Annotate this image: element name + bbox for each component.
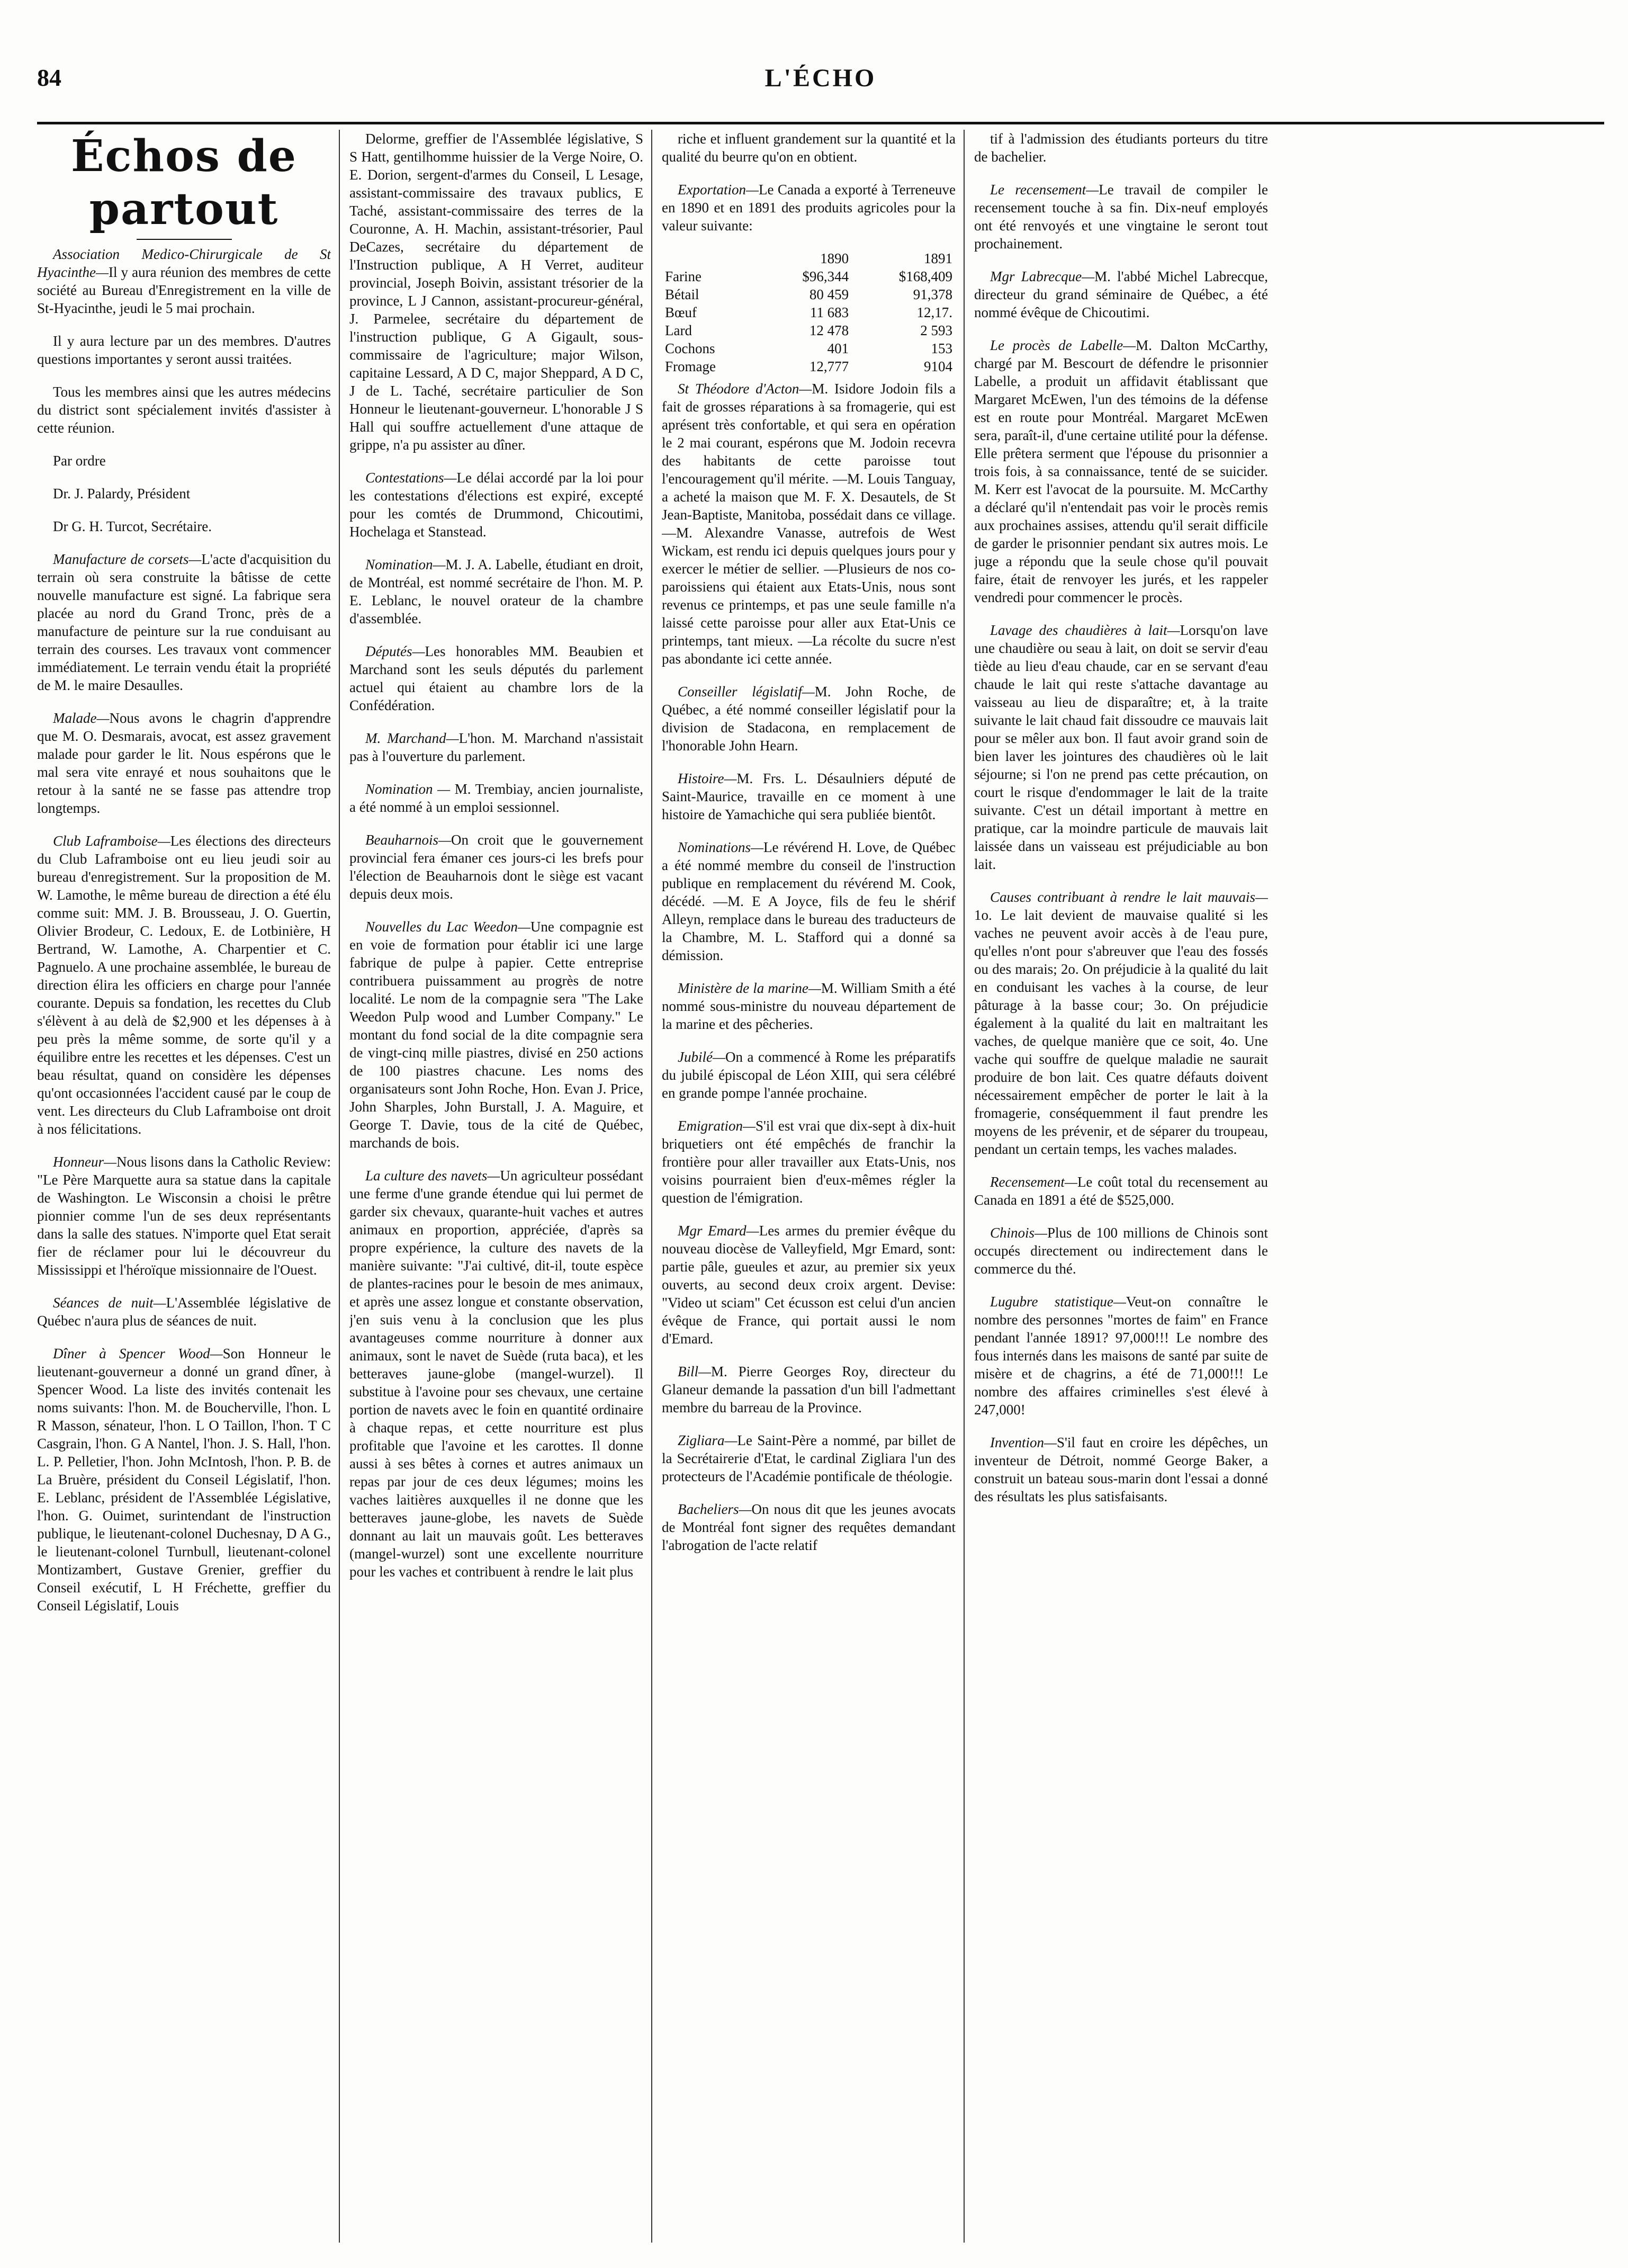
- article-kicker: Ministère de la marine—: [678, 980, 821, 996]
- article-kicker: Histoire—: [678, 770, 737, 786]
- article-item: [37, 832, 331, 1138]
- article-text: Il y aura lecture par un des membres. D'autres questions importantes y seront aussi traitées.: [37, 333, 331, 367]
- article-item: [662, 769, 956, 823]
- article-item: [662, 1362, 956, 1417]
- article-item: [974, 130, 1268, 166]
- article-text: tif à l'admission des étudiants porteurs du titre de bachelier.: [974, 131, 1268, 165]
- article-kicker: Malade—: [53, 710, 110, 726]
- article-text: M. l'abbé Michel Labrecque, directeur du grand séminaire de Québec, a été nommé évêque de Chicoutimi.: [974, 268, 1268, 320]
- article-text: On a commencé à Rome les préparatifs du jubilé épiscopal de Léon XIII, qui sera célébré en grande pompe l'année prochaine.: [662, 1049, 956, 1101]
- product-cell: Fromage: [665, 358, 716, 374]
- article-text: M. Isidore Jodoin fils a fait de grosses réparations à sa fromagerie, qui est aprésent très confortable, et qui sera en opération le 2 mai courant, espérons que M. Jodoin recevra des habitants de cette paroisse tout l'encouragement qu'il mérite. —M. Louis Tanguay, a acheté la maison que M. F. X. Desautels, de St Jean-Baptiste, Manitoba, possédait dans ce village. —M. Alexandre Vanasse, autrefois de West Wickam, est rendu ici depuis quelques jours pour y exercer le métier de sellier. —Plusieurs de nos co-paroissiens qui étaient aux Etats-Unis, nous sont revenus ce printemps, et pas une seule famille n'a laissé cette paroisse pour aller aux Etat-Unis ce printemps, tant mieux. —La récolte du sucre n'est pas abondante ici cette année.: [662, 381, 956, 667]
- article-item: [974, 267, 1268, 321]
- article-kicker: Manufacture de corsets—: [53, 551, 202, 567]
- article-text: M. John Roche, de Québec, a été nommé conseiller législatif pour la division de Stadacona, en remplacement de l'honorable John Hearn.: [662, 684, 956, 754]
- article-item: [37, 1153, 331, 1279]
- article-kicker: Beauharnois—: [365, 832, 451, 848]
- article-text: Nous avons le chagrin d'apprendre que M. O. Desmarais, avocat, est assez gravement malade pour garder le lit. Nous espérons que le mal sera vite enrayé et nous souhaitons que le retour à la santé ne se fasse pas attendre trop longtemps.: [37, 710, 331, 816]
- article-kicker: Dîner à Spencer Wood—: [53, 1346, 223, 1361]
- article-text: 1o. Le lait devient de mauvaise qualité si les vaches ne peuvent avoir accès à de l'eau pure, qu'elles n'ont pour s'abreuver que l'eau des fossés ou des marais; 2o. On préjudicie à la qualité du lait en conduisant les vaches à la course, de leur pâturage à la basse cour; 3o. On préjudicie également à la qualité du lait en maltraitant les vaches, de quelque manière que ce soit, 4o. Une vache qui souffre de quelque maladie ne saurait produire de bon lait. Ces quatre défauts doivent nécessairement empêcher de porter le lait à la fromagerie, conséquemment il faut prendre les moyens de les prévenir, et de séparer du troupeau, pendant un certain temps, les vaches malades.: [974, 907, 1268, 1157]
- article-text: Dr G. H. Turcot, Secrétaire.: [53, 518, 212, 534]
- table-corner: [662, 249, 761, 267]
- article-item: [974, 1433, 1268, 1505]
- article-text: Les honorables MM. Beaubien et Marchand sont les seuls députés du parlement actuel qui étaient au chambre lors de la Confédération.: [349, 643, 643, 713]
- article-kicker: Le recensement—: [990, 182, 1099, 198]
- article-text: Il y aura réunion des membres de cette société au Bureau d'Enregistrement en la ville de St-Hyacinthe, jeudi le 5 mai prochain.: [37, 264, 331, 316]
- column-divider: [339, 130, 340, 2243]
- export-table-row: [662, 357, 956, 375]
- article-text: Plus de 100 millions de Chinois sont occupés directement ou indirectement dans le commerce du thé.: [974, 1225, 1268, 1277]
- article-kicker: Députés—: [365, 643, 425, 659]
- value-1891-cell: 12,17.: [916, 304, 952, 320]
- article-text: M. Dalton McCarthy, chargé par M. Bescourt de défendre le prisonnier Labelle, a produit un affidavit établissant que Margaret McEwen, l'un des témoins de la défense est en route pour Montréal. Margaret McEwen sera, paraît-il, d'une certaine utilité pour la défense. Elle prêtera serment que l'épouse du prisonnier a trois fois, à sa connaissance, tenté de se suicider. M. Kerr est l'avocat de la poursuite. M. McCarthy a déclaré qu'il n'entendait pas voir le procès remis aux prochaines assises, attendu qu'il serait difficile de garder le prisonnier pendant six autres mois. Le juge a répondu que la seule chose qu'il pouvait faire, était de renvoyer les jurés, et les rappeler vendredi pour commencer le procès.: [974, 337, 1268, 605]
- article-kicker: Contestations—: [365, 470, 457, 486]
- value-1890-cell: 401: [827, 340, 849, 356]
- article-item: [37, 709, 331, 817]
- article-text: Dr. J. Palardy, Président: [53, 486, 191, 501]
- article-kicker: Nomination—: [365, 557, 446, 572]
- article-text: Tous les membres ainsi que les autres médecins du district sont spécialement invités d'assister à cette réunion.: [37, 384, 331, 436]
- article-kicker: St Théodore d'Acton—: [678, 381, 812, 397]
- article-text: Son Honneur le lieutenant-gouverneur a donné un grand dîner, à Spencer Wood. La liste des invités contenait les noms suivants: l'hon. M. de Boucherville, l'hon. L R Masson, sénateur, l'hon. L O Taillon, l'hon. T C Casgrain, l'hon. G A Nantel, l'hon. J. S. Hall, l'hon. L. P. Pelletier, l'hon. John McIntosh, l'hon. P. B. de La Bruère, président du Conseil Législatif, l'hon. E. Leblanc, président de l'Assemblée Législative, l'hon. G. Ouimet, surintendant de l'instruction publique, le lieutenant-colonel Duchesnay, D A G., le lieutenant-colonel Turnbull, lieutenant-colonel Montizambert, Gustave Grenier, greffier du Conseil exécutif, L H Fréchette, greffier du Conseil Législatif, Louis: [37, 1346, 331, 1613]
- product-cell: Farine: [665, 268, 701, 284]
- article-text: Le Saint-Père a nommé, par billet de la Secrétairerie d'Etat, le cardinal Zigliara l'un des protecteurs de l'Académie pontificale de théologie.: [662, 1432, 956, 1484]
- article-kicker: Le procès de Labelle—: [990, 337, 1136, 353]
- value-1890-cell: 11 683: [809, 304, 849, 320]
- column-3: [662, 130, 956, 2243]
- export-table-row: [662, 267, 956, 285]
- article-kicker: Nominations—: [678, 839, 764, 855]
- article-text: L'Assemblée législative de Québec n'aura plus de séances de nuit.: [37, 1295, 331, 1329]
- value-1890-cell: 80 459: [809, 286, 849, 302]
- article-item: [349, 729, 643, 765]
- section-heading: Échos de partout: [71, 131, 297, 235]
- article-kicker: Emigration—: [678, 1118, 756, 1134]
- article-text: Le Canada a exporté à Terreneuve en 1890 et en 1891 des produits agricoles pour la valeur suivante:: [662, 182, 956, 234]
- article-text: Les armes du premier évêque du nouveau diocèse de Valleyfield, Mgr Emard, sont: partie pâle, gueules et azur, au premier six yeux ouverts, au second deux croix argent. Devise: "Video ut sciam" Cet écusson est celui d'un ancien évêque de France, qui portait aussi le nom d'Emard.: [662, 1223, 956, 1347]
- article-kicker: La culture des navets—: [365, 1168, 500, 1184]
- article-kicker: Club Laframboise—: [53, 833, 170, 849]
- value-1890-cell: $96,344: [802, 268, 849, 284]
- export-table-row: [662, 321, 956, 339]
- article-kicker: Nomination —: [365, 781, 455, 797]
- article-item: [349, 555, 643, 627]
- article-item: [37, 452, 331, 470]
- article-kicker: M. Marchand—: [365, 730, 459, 746]
- article-text: Le coût total du recensement au Canada en 1891 a été de $525,000.: [974, 1174, 1268, 1208]
- article-text: L'hon. M. Marchand n'assistait pas à l'ouverture du parlement.: [349, 730, 643, 764]
- article-text: riche et influent grandement sur la quantité et la qualité du beurre qu'on en obtient.: [662, 131, 956, 165]
- article-text: Veut-on connaître le nombre des personnes "mortes de faim" en France pendant l'année 1891? 97,000!!! Le nombre des fous internés dans les maisons de santé par suite de misère et de chagrins, a été de 71,000!!! Le nombre des affaires criminelles s'est élevé à 247,000!: [974, 1294, 1268, 1418]
- article-kicker: Jubilé—: [678, 1049, 725, 1065]
- export-table-row: [662, 285, 956, 303]
- article-kicker: Exportation—: [678, 182, 759, 198]
- article-kicker: Mgr Emard—: [678, 1223, 759, 1239]
- year-header: 1891: [924, 250, 952, 266]
- value-1890-cell: 12,777: [809, 358, 849, 374]
- article-item: [37, 517, 331, 535]
- article-text: S'il faut en croire les dépêches, un inventeur de Détroit, nommé George Baker, a construit un bateau sous-marin dont l'essai a donné des résultats les plus satisfaisants.: [974, 1435, 1268, 1504]
- article-item: [349, 130, 643, 454]
- article-text: Une compagnie est en voie de formation pour établir ici une large fabrique de pulpe à papier. Cette entreprise contribuera puissamment au progrès de notre localité. Le nom de la compagnie sera "The Lake Weedon Pulp wood and Lumber Company." Le montant du fond social de la dite compagnie sera de vingt-cinq mille piastres, divisé en 250 actions de 100 piastres chacune. Les noms des organisateurs sont John Roche, Hon. Evan J. Price, John Sharples, John Burstall, J. A. Maguire, et George T. Davie, tous de la cité de Québec, marchands de bois.: [349, 919, 643, 1151]
- page-number: 84: [37, 64, 61, 91]
- value-1891-cell: 9104: [924, 358, 952, 374]
- column-divider: [964, 130, 965, 2243]
- article-item: [349, 469, 643, 541]
- article-text: M. Frs. L. Désaulniers député de Saint-Maurice, travaille en ce moment à une histoire de Yamachiche qui sera publiée bientôt.: [662, 770, 956, 822]
- article-item: [974, 181, 1268, 253]
- article-item: [974, 1293, 1268, 1419]
- article-item: [662, 1431, 956, 1485]
- article-kicker: Nouvelles du Lac Weedon—: [365, 919, 530, 935]
- article-text: Delorme, greffier de l'Assemblée législative, S S Hatt, gentilhomme huissier de la Verge Noire, O. E. Dorion, sergent-d'armes du Conseil, L Lesage, assistant-commissaire des travaux publics, E Taché, assistant-commissaire des terres de la Couronne, A. H. Machin, assistant-trésorier, Paul DeCazes, secrétaire du département de l'Instruction publique, A H Verret, auditeur provincial, Joseph Boivin, assistant trésorier de la province, L J Cannon, assistant-procureur-général, J. Parmelee, secrétaire du département de l'instruction publique, G A Gigault, sous-commissaire de l'agriculture; major Wilson, capitaine Lessard, A D C, major Sheppard, A D C, J de L. Taché, secrétaire particulier de Son Honneur le lieutenant-gouverneur. L'honorable J S Hall qui souffre actuellement d'une attaque de grippe, n'a pu assister au dîner.: [349, 131, 643, 453]
- article-text: L'acte d'acquisition du terrain où sera construite la bâtisse de cette nouvelle manufacture est signé. La fabrique sera placée au nord du Grand Tronc, près de a manufacture de peinture sur la rue conduisant au terrain des courses. Les travaux vont commencer immédiatement. Le terrain vendu était la propriété de M. le maire Desaulles.: [37, 551, 331, 693]
- value-1891-cell: $168,409: [898, 268, 952, 284]
- article-text: S'il est vrai que dix-sept à dix-huit briquetiers ont été empêchés de franchir la frontière pour aller travailler aux Etats-Unis, nos voisins pourraient bien d'eux-mêmes régler la question de l'émigration.: [662, 1118, 956, 1206]
- article-text: M. William Smith a été nommé sous-ministre du nouveau département de la marine et des pêcheries.: [662, 980, 956, 1032]
- article-item: [662, 130, 956, 166]
- product-cell: Lard: [665, 322, 692, 338]
- article-kicker: Séances de nuit—: [53, 1295, 166, 1311]
- article-item: [37, 485, 331, 503]
- article-kicker: Conseiller législatif—: [678, 684, 815, 700]
- article-kicker: Causes contribuant à rendre le lait mauvais—: [990, 889, 1268, 905]
- article-item: [37, 383, 331, 437]
- article-item: [349, 831, 643, 903]
- article-text: M. J. A. Labelle, étudiant en droit, de Montréal, est nommé secrétaire de l'hon. M. P. E. Leblanc, le nouvel orateur de la chambre d'assemblée.: [349, 557, 643, 626]
- product-cell: Bœuf: [665, 304, 697, 320]
- export-table: [662, 249, 956, 375]
- article-item: [974, 1173, 1268, 1209]
- article-item: [349, 1167, 643, 1581]
- article-text: Le révérend H. Love, de Québec a été nommé membre du conseil de l'instruction publique en remplacement du révérend M. Cook, décédé. —M. E A Joyce, fils de feu le shérif Alleyn, remplace dans le bureau des traducteurs de la Chambre, M. L. Stafford qui a donné sa démission.: [662, 839, 956, 963]
- article-item: [662, 380, 956, 668]
- article-item: [662, 181, 956, 235]
- article-kicker: Lugubre statistique—: [990, 1294, 1126, 1310]
- article-kicker: Invention—: [990, 1435, 1057, 1450]
- article-item: [349, 918, 643, 1152]
- export-table-row: [662, 339, 956, 357]
- article-item: [37, 332, 331, 368]
- article-text: Le délai accordé par la loi pour les contestations d'élections est expiré, excepté pour les comtés de Drummond, Chicoutimi, Hochelaga et Stanstead.: [349, 470, 643, 540]
- article-item: [349, 642, 643, 714]
- article-kicker: Lavage des chaudières à lait—: [990, 622, 1180, 638]
- article-kicker: Bacheliers—: [678, 1501, 752, 1517]
- newspaper-title: L'ÉCHO: [764, 64, 877, 92]
- article-text: On croit que le gouvernement provincial fera émaner ces jours-ci les brefs pour l'élection de Beauharnois dont le siège est vacant depuis deux mois.: [349, 832, 643, 902]
- article-kicker: Association Medico-Chirurgicale de St Hyacinthe—: [37, 246, 331, 280]
- article-kicker: Honneur—: [53, 1154, 116, 1170]
- product-cell: Bétail: [665, 286, 699, 302]
- article-item: [662, 683, 956, 755]
- article-text: Lorsqu'on lave une chaudière ou seau à lait, on doit se servir d'eau tiède au lieu d'eau chaude, car en se servant d'eau chaude le lait qui reste s'attache davantage au vaisseau au lieu de disparaître; et, à la traite suivante le lait chaud fait dissoudre ce mauvais lait pour se mêler aux bon. Il faut avoir grand soin de bien laver les jointures des chaudières où le lait séjourne; si l'on ne prend pas cette précaution, on court le risque d'endommager le lait de la traite suivante. C'est un détail important à mettre en pratique, car la moindre particule de mauvais lait laissée dans un vaisseau est préjudiciable au bon lait.: [974, 622, 1268, 872]
- article-item: [662, 1500, 956, 1554]
- value-1891-cell: 153: [931, 340, 952, 356]
- article-kicker: Recensement—: [990, 1174, 1077, 1190]
- heading-underline: [137, 239, 232, 240]
- article-item: [662, 979, 956, 1033]
- article-item: [349, 780, 643, 816]
- year-header: 1890: [820, 250, 849, 266]
- article-kicker: Zigliara—: [678, 1432, 737, 1448]
- header-rule: [37, 122, 1604, 124]
- article-text: Nous lisons dans la Catholic Review: "Le Père Marquette aura sa statue dans la capitale de Washington. Le Wisconsin a choisi le prêtre pionnier comme l'un de ses deux représentants dans la salle des statues. N'importe quel Etat serait fier de réclamer pour lui le découvreur du Mississippi et l'héroïque missionnaire de l'Ouest.: [37, 1154, 331, 1278]
- value-1891-cell: 2 593: [920, 322, 952, 338]
- article-item: [662, 1222, 956, 1348]
- product-cell: Cochons: [665, 340, 715, 356]
- article-item: [37, 1294, 331, 1330]
- article-item: [37, 245, 331, 317]
- article-kicker: Bill—: [678, 1364, 712, 1379]
- article-item: [974, 1224, 1268, 1278]
- article-item: [37, 1344, 331, 1615]
- article-text: Les élections des directeurs du Club Laframboise ont eu lieu jeudi soir au bureau d'enregistrement. Sur la proposition de M. W. Lamothe, le même bureau de direction a été élu comme suit: MM. J. B. Brousseau, J. O. Guertin, Olivier Brodeur, C. Ledoux, E. de Lotbinière, H Bertrand, W. Lamothe, A. Charpentier et C. Pagnuelo. A une prochaine assemblée, le bureau de direction élira les officiers en charge pour l'année courante. Depuis sa fondation, les recettes du Club s'élèvent à au delà de $2,900 et les dépenses à à peu près la même somme, de sorte qu'il y a équilibre entre les recettes et les dépenses. C'est un beau résultat, quand on considère les dépenses qu'ont occasionnées l'accident causé par le coup de vent. Les directeurs du Club Laframboise ont droit à nos félicitations.: [37, 833, 331, 1137]
- article-item: [662, 838, 956, 964]
- column-1: [37, 130, 331, 2243]
- article-item: [974, 336, 1268, 606]
- value-1890-cell: 12 478: [809, 322, 849, 338]
- article-kicker: Chinois—: [990, 1225, 1048, 1241]
- article-kicker: Mgr Labrecque—: [990, 268, 1095, 284]
- article-item: [974, 888, 1268, 1158]
- article-text: Par ordre: [53, 453, 106, 469]
- export-table-header: [662, 249, 956, 267]
- article-item: [662, 1117, 956, 1207]
- column-2: [349, 130, 643, 2243]
- article-item: [37, 550, 331, 694]
- value-1891-cell: 91,378: [913, 286, 952, 302]
- article-text: On nous dit que les jeunes avocats de Montréal font signer des requêtes demandant l'abrogation de l'acte relatif: [662, 1501, 956, 1553]
- article-item: [974, 621, 1268, 873]
- export-table-row: [662, 303, 956, 321]
- article-text: M. Pierre Georges Roy, directeur du Glaneur demande la passation d'un bill l'admettant membre du barreau de la Province.: [662, 1364, 956, 1415]
- article-text: M. Trembiay, ancien journaliste, a été nommé à un emploi sessionnel.: [349, 781, 643, 815]
- masthead: [37, 64, 1604, 106]
- article-text: Un agriculteur possédant une ferme d'une grande étendue qui lui permet de garder six chevaux, quarante-huit vaches et autres animaux en proportion, appréciée, d'après sa propre expérience, la culture des navets de la manière suivante: "J'ai cultivé, dit-il, toute espèce de plantes-racines pour le besoin de mes animaux, et après une assez longue et constante observation, j'en suis venu à la conclusion que les plus avantageuses comme nourriture à donner aux animaux, sont le navet de Suède (ruta baca), et les betteraves jaune-globe (mangel-wurzel). Il substitue à l'avoine pour ses chevaux, une certaine portion de navets avec le foin en quantité ordinaire à chaque repas, et cette nourriture est plus profitable que l'avoine et les carottes. Il donne aussi à ses bêtes à cornes et autres animaux un repas par jour de ces deux légumes; moins les vaches laitières auxquelles il ne donne que les betteraves jaune-globe, les navets de Suède donnant au lait un mauvais goût. Les betteraves (mangel-wurzel) sont une excellente nourriture pour les vaches et contribuent à rendre le lait plus: [349, 1168, 643, 1580]
- column-4: [974, 130, 1268, 2243]
- column-divider: [651, 130, 652, 2243]
- article-text: Le travail de compiler le recensement touche à sa fin. Dix-neuf employés ont été renvoyés et une vingtaine le seront tout prochainement.: [974, 182, 1268, 252]
- article-item: [662, 1048, 956, 1102]
